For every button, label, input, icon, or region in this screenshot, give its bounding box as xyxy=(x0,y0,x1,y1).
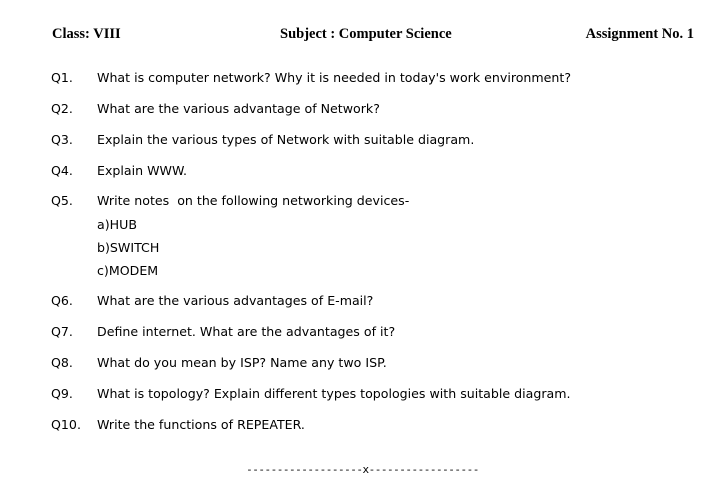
assignment-number: Assignment No. 1 xyxy=(585,26,694,42)
sub-item: a)HUB xyxy=(97,217,137,232)
question-text: Define internet. What are the advantages of it? xyxy=(97,324,396,339)
question-text: Write notes on the following networking devices- xyxy=(97,193,410,208)
sub-item: b)SWITCH xyxy=(97,240,160,255)
question-text: Write the functions of REPEATER. xyxy=(97,417,305,432)
question-number: Q8. xyxy=(51,355,73,370)
question-number: Q2. xyxy=(51,101,73,116)
question-number: Q10. xyxy=(51,417,81,432)
document-header xyxy=(0,26,725,46)
question-number: Q7. xyxy=(51,324,73,339)
question-text: What is computer network? Why it is needed in today's work environment? xyxy=(97,70,572,85)
question-text: Explain WWW. xyxy=(97,163,188,178)
question-number: Q9. xyxy=(51,386,73,401)
sub-item: c)MODEM xyxy=(97,263,159,278)
question-number: Q5. xyxy=(51,193,73,208)
question-text: Explain the various types of Network with suitable diagram. xyxy=(97,132,475,147)
question-text: What is topology? Explain different types topologies with suitable diagram. xyxy=(97,386,571,401)
question-text: What do you mean by ISP? Name any two ISP. xyxy=(97,355,387,370)
question-number: Q6. xyxy=(51,293,73,308)
class-label: Class: VIII xyxy=(52,26,121,42)
question-text: What are the various advantage of Network? xyxy=(97,101,380,116)
subject-label: Subject : Computer Science xyxy=(280,26,452,42)
end-marker: -------------------x------------------ xyxy=(246,463,479,476)
question-number: Q1. xyxy=(51,70,73,85)
question-number: Q3. xyxy=(51,132,73,147)
question-text: What are the various advantages of E-mail? xyxy=(97,293,374,308)
question-number: Q4. xyxy=(51,163,73,178)
